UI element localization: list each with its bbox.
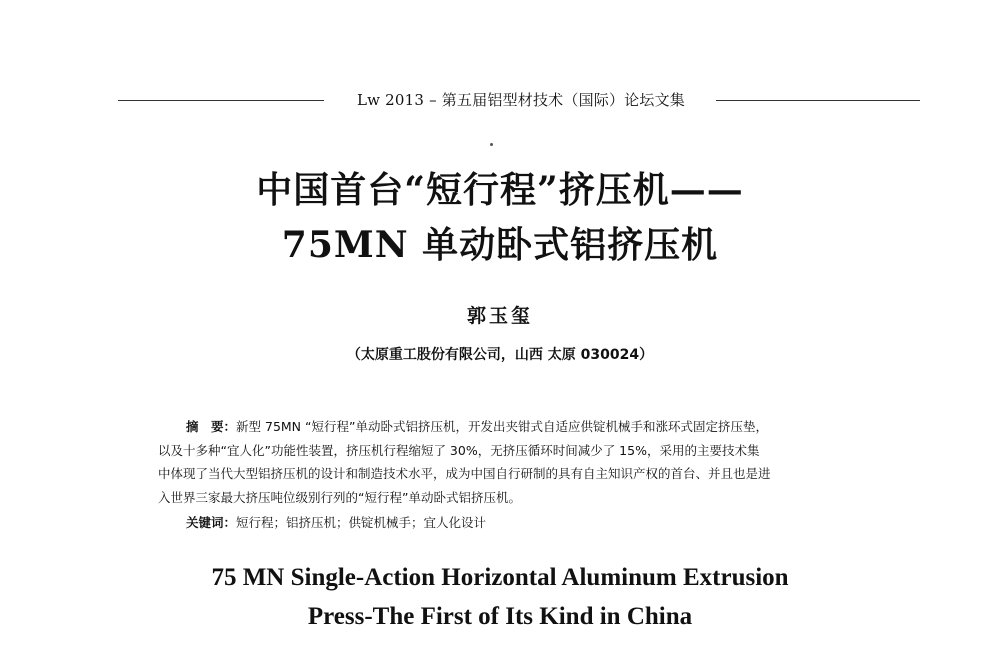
header-rule-right <box>716 100 920 101</box>
author-name: 郭玉玺 <box>466 305 533 327</box>
author-affiliation: （太原重工股份有限公司，山西 太原 030024） <box>346 347 654 363</box>
abstract-line: 以及十多种“宜人化”功能性装置，挤压机行程缩短了 30%，无挤压循环时间减少了 15%，采用的主要技术集 <box>158 442 760 458</box>
english-title-line-1: 75 MN Single-Action Horizontal Aluminum Extrusion <box>211 564 789 591</box>
keywords <box>186 512 486 534</box>
abstract-line: 中体现了当代大型铝挤压机的设计和制造技术水平，成为中国自行研制的具有自主知识产权的首台、并且也是进 <box>158 466 771 481</box>
abstract <box>158 415 868 509</box>
abstract-line: 入世界三家最大挤压吨位级别行列的“短行程”单动卧式铝挤压机。 <box>158 489 521 505</box>
running-header <box>0 88 1000 112</box>
paper-title-line-1: 中国首台“短行程”挤压机—— <box>256 169 744 211</box>
stray-dot <box>490 143 493 146</box>
paper-title-line-2: 75MN 单动卧式铝挤压机 <box>281 224 719 266</box>
running-title: Lw 2013 – 第五届铝型材技术（国际）论坛文集 <box>357 91 685 109</box>
keywords-text: 短行程；铝挤压机；供锭机械手；宜人化设计 <box>236 515 487 530</box>
abstract-label: 摘 要： <box>186 419 237 434</box>
header-rule-left <box>118 100 324 101</box>
abstract-text: 新型 75MN “短行程”单动卧式铝挤压机，开发出夹钳式自适应供锭机械手和涨环式固定挤压垫， <box>236 419 768 434</box>
abstract-line <box>158 415 868 439</box>
keywords-label: 关键词： <box>186 515 237 530</box>
english-title-line-2: Press-The First of Its Kind in China <box>307 603 693 630</box>
